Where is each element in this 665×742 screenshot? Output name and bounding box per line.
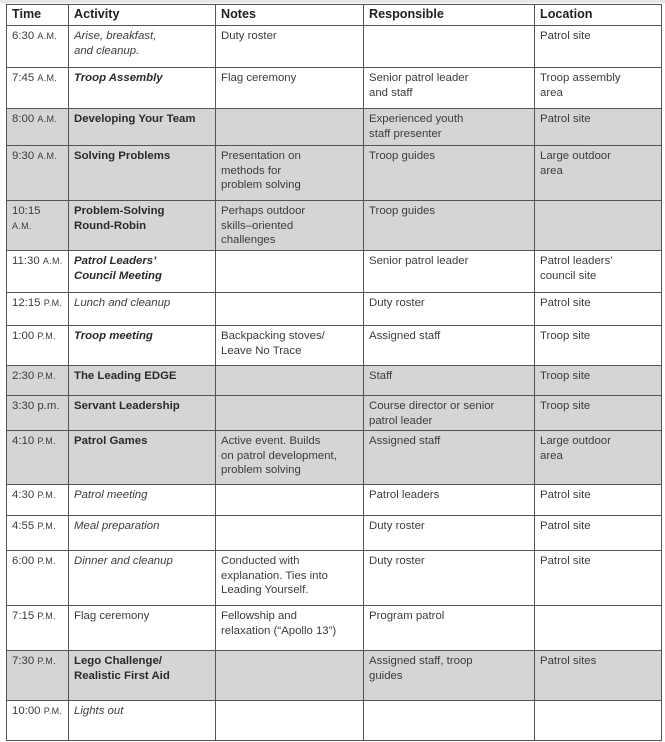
am-pm-label: P.M. bbox=[37, 436, 56, 447]
notes-cell bbox=[216, 651, 364, 701]
table-row bbox=[7, 551, 662, 606]
table-row bbox=[7, 651, 662, 701]
responsible-cell bbox=[364, 26, 535, 68]
time-cell bbox=[7, 516, 69, 551]
responsible-cell bbox=[364, 551, 535, 606]
activity-cell bbox=[69, 551, 216, 606]
responsible-cell bbox=[364, 251, 535, 293]
activity-text: Developing Your Team bbox=[74, 113, 196, 125]
am-pm-label: A.M. bbox=[12, 220, 32, 231]
time-cell bbox=[7, 146, 69, 201]
notes-text: Perhaps outdoor skills–oriented challenges bbox=[221, 205, 306, 247]
responsible-text: Senior patrol leader bbox=[369, 255, 469, 267]
location-text: Troop site bbox=[540, 400, 591, 412]
location-cell bbox=[535, 146, 662, 201]
time-cell bbox=[7, 551, 69, 606]
am-pm-label: P.M. bbox=[37, 521, 56, 532]
responsible-cell bbox=[364, 485, 535, 516]
notes-cell bbox=[216, 396, 364, 431]
responsible-text: Senior patrol leader and staff bbox=[369, 72, 469, 99]
responsible-cell bbox=[364, 396, 535, 431]
notes-text: Presentation on methods for problem solving bbox=[221, 150, 301, 192]
responsible-cell bbox=[364, 701, 535, 741]
time-cell bbox=[7, 201, 69, 251]
location-text: Patrol leaders’ council site bbox=[540, 255, 613, 282]
responsible-cell bbox=[364, 366, 535, 396]
responsible-text: Assigned staff bbox=[369, 330, 441, 342]
time-cell bbox=[7, 251, 69, 293]
location-cell bbox=[535, 701, 662, 741]
responsible-cell bbox=[364, 431, 535, 485]
activity-text: Lunch and cleanup bbox=[74, 297, 171, 309]
table-row bbox=[7, 516, 662, 551]
location-text: Troop site bbox=[540, 370, 591, 382]
activity-cell bbox=[69, 293, 216, 326]
time-value: 9:30 bbox=[12, 150, 35, 162]
responsible-text: Duty roster bbox=[369, 555, 425, 568]
table-row bbox=[7, 26, 662, 68]
header-row bbox=[7, 5, 662, 26]
location-cell bbox=[535, 109, 662, 146]
responsible-cell bbox=[364, 293, 535, 326]
notes-cell bbox=[216, 293, 364, 326]
activity-cell bbox=[69, 485, 216, 516]
time-cell bbox=[7, 651, 69, 701]
location-cell bbox=[535, 551, 662, 606]
time-value: 6:30 bbox=[12, 30, 35, 42]
table-row bbox=[7, 68, 662, 109]
responsible-cell bbox=[364, 109, 535, 146]
location-text: Troop site bbox=[540, 330, 591, 342]
time-value: 1:00 bbox=[12, 330, 35, 342]
activity-text: The Leading EDGE bbox=[74, 370, 177, 382]
header-location: Location bbox=[535, 5, 662, 26]
time-value: 10:00 bbox=[12, 705, 41, 718]
table-row bbox=[7, 109, 662, 146]
activity-text: Patrol meeting bbox=[74, 489, 148, 502]
location-text: Large outdoor area bbox=[540, 150, 611, 177]
schedule-body bbox=[7, 26, 662, 741]
notes-cell bbox=[216, 485, 364, 516]
activity-cell bbox=[69, 326, 216, 366]
responsible-cell bbox=[364, 606, 535, 651]
activity-cell bbox=[69, 516, 216, 551]
notes-cell bbox=[216, 366, 364, 396]
schedule-table bbox=[6, 4, 662, 741]
responsible-cell bbox=[364, 146, 535, 201]
table-row bbox=[7, 251, 662, 293]
location-cell bbox=[535, 651, 662, 701]
table-row bbox=[7, 146, 662, 201]
location-text: Patrol site bbox=[540, 489, 591, 502]
notes-cell bbox=[216, 606, 364, 651]
time-value: 7:30 bbox=[12, 655, 35, 668]
activity-text: Solving Problems bbox=[74, 150, 171, 162]
notes-cell bbox=[216, 109, 364, 146]
activity-text: Meal preparation bbox=[74, 520, 160, 533]
activity-cell bbox=[69, 251, 216, 293]
notes-cell bbox=[216, 551, 364, 606]
am-pm-label: P.M. bbox=[43, 298, 63, 308]
time-cell bbox=[7, 326, 69, 366]
notes-text: Flag ceremony bbox=[221, 72, 297, 84]
time-value: 8:00 bbox=[12, 113, 35, 125]
am-pm-label: A.M. bbox=[37, 73, 58, 83]
notes-cell bbox=[216, 26, 364, 68]
location-text: Patrol site bbox=[540, 113, 591, 125]
responsible-text: Troop guides bbox=[369, 205, 436, 217]
activity-cell bbox=[69, 396, 216, 431]
activity-cell bbox=[69, 146, 216, 201]
time-value: 6:00 bbox=[12, 555, 35, 568]
location-cell bbox=[535, 326, 662, 366]
time-cell bbox=[7, 485, 69, 516]
activity-text: Patrol Games bbox=[74, 435, 148, 448]
time-value: 4:55 bbox=[12, 520, 35, 533]
activity-cell bbox=[69, 366, 216, 396]
notes-cell bbox=[216, 251, 364, 293]
location-text: Patrol site bbox=[540, 30, 591, 42]
activity-cell bbox=[69, 109, 216, 146]
am-pm-label: A.M. bbox=[42, 256, 63, 266]
time-value: 7:15 bbox=[12, 610, 35, 623]
am-pm-label: P.M. bbox=[37, 490, 56, 501]
am-pm-label: A.M. bbox=[37, 31, 58, 41]
responsible-text: Duty roster bbox=[369, 297, 425, 309]
am-pm-label: P.M. bbox=[37, 611, 56, 622]
location-cell bbox=[535, 431, 662, 485]
location-text: Patrol site bbox=[540, 555, 591, 568]
am-pm-label: P.M. bbox=[37, 556, 56, 567]
activity-cell bbox=[69, 701, 216, 741]
notes-cell bbox=[216, 68, 364, 109]
location-text: Patrol sites bbox=[540, 655, 597, 668]
activity-text: Flag ceremony bbox=[74, 610, 150, 623]
location-cell bbox=[535, 293, 662, 326]
activity-text: Dinner and cleanup bbox=[74, 555, 173, 568]
activity-text: Lego Challenge/ Realistic First Aid bbox=[74, 655, 170, 682]
notes-cell bbox=[216, 326, 364, 366]
notes-text: Conducted with explanation. Ties into Leading Yourself. bbox=[221, 555, 329, 597]
location-text: Patrol site bbox=[540, 297, 591, 309]
activity-cell bbox=[69, 201, 216, 251]
notes-cell bbox=[216, 701, 364, 741]
activity-text: Patrol Leaders’ Council Meeting bbox=[74, 255, 162, 282]
time-value: 2:30 bbox=[12, 370, 35, 382]
table-row bbox=[7, 701, 662, 741]
am-pm-label: P.M. bbox=[37, 331, 56, 341]
am-pm-label: A.M. bbox=[37, 114, 58, 124]
responsible-text: Assigned staff, troop guides bbox=[369, 655, 473, 682]
notes-cell bbox=[216, 431, 364, 485]
table-row bbox=[7, 326, 662, 366]
activity-text: Lights out bbox=[74, 705, 124, 718]
responsible-text: Experienced youth staff presenter bbox=[369, 113, 464, 140]
time-value: 3:30 p.m. bbox=[12, 400, 60, 412]
table-row bbox=[7, 366, 662, 396]
time-cell bbox=[7, 26, 69, 68]
responsible-text: Assigned staff bbox=[369, 435, 441, 448]
time-cell bbox=[7, 701, 69, 741]
table-row bbox=[7, 431, 662, 485]
page-top-edge bbox=[0, 0, 665, 3]
activity-text: Arise, breakfast, and cleanup. bbox=[74, 30, 157, 57]
time-cell bbox=[7, 606, 69, 651]
time-value: 4:30 bbox=[12, 489, 35, 502]
time-cell bbox=[7, 431, 69, 485]
time-cell bbox=[7, 396, 69, 431]
responsible-text: Duty roster bbox=[369, 520, 425, 533]
time-value: 11:30 bbox=[12, 255, 40, 267]
responsible-cell bbox=[364, 516, 535, 551]
location-cell bbox=[535, 396, 662, 431]
am-pm-label: P.M. bbox=[37, 371, 56, 381]
time-value: 12:15 bbox=[12, 297, 41, 309]
location-cell bbox=[535, 201, 662, 251]
location-cell bbox=[535, 516, 662, 551]
responsible-cell bbox=[364, 68, 535, 109]
location-cell bbox=[535, 68, 662, 109]
responsible-text: Program patrol bbox=[369, 610, 445, 623]
notes-cell bbox=[216, 201, 364, 251]
table-row bbox=[7, 201, 662, 251]
location-cell bbox=[535, 26, 662, 68]
notes-text: Active event. Builds on patrol development, problem solving bbox=[221, 435, 337, 477]
time-cell bbox=[7, 68, 69, 109]
time-cell bbox=[7, 366, 69, 396]
location-cell bbox=[535, 251, 662, 293]
notes-text: Fellowship and relaxation (“Apollo 13”) bbox=[221, 610, 337, 637]
header-activity: Activity bbox=[69, 5, 216, 26]
time-value: 4:10 bbox=[12, 435, 35, 448]
activity-text: Problem-Solving Round-Robin bbox=[74, 205, 165, 232]
responsible-text: Patrol leaders bbox=[369, 489, 440, 502]
header-time: Time bbox=[7, 5, 69, 26]
table-row bbox=[7, 485, 662, 516]
notes-text: Backpacking stoves/ Leave No Trace bbox=[221, 330, 325, 357]
time-value: 10:15 bbox=[12, 205, 41, 217]
notes-text: Duty roster bbox=[221, 30, 277, 42]
responsible-text: Course director or senior patrol leader bbox=[369, 400, 495, 427]
am-pm-label: P.M. bbox=[37, 656, 56, 667]
time-cell bbox=[7, 293, 69, 326]
header-responsible: Responsible bbox=[364, 5, 535, 26]
table-row bbox=[7, 293, 662, 326]
responsible-text: Staff bbox=[369, 370, 393, 382]
activity-text: Troop meeting bbox=[74, 330, 153, 342]
am-pm-label: P.M. bbox=[43, 706, 63, 717]
location-cell bbox=[535, 485, 662, 516]
time-value: 7:45 bbox=[12, 72, 35, 84]
activity-cell bbox=[69, 651, 216, 701]
notes-cell bbox=[216, 516, 364, 551]
table-row bbox=[7, 606, 662, 651]
activity-cell bbox=[69, 431, 216, 485]
location-text: Troop assembly area bbox=[540, 72, 621, 99]
activity-text: Servant Leadership bbox=[74, 400, 180, 412]
activity-cell bbox=[69, 606, 216, 651]
activity-text: Troop Assembly bbox=[74, 72, 163, 84]
responsible-cell bbox=[364, 201, 535, 251]
table-row bbox=[7, 396, 662, 431]
location-cell bbox=[535, 366, 662, 396]
activity-cell bbox=[69, 68, 216, 109]
am-pm-label: A.M. bbox=[37, 151, 58, 161]
location-text: Patrol site bbox=[540, 520, 591, 533]
time-cell bbox=[7, 109, 69, 146]
header-notes: Notes bbox=[216, 5, 364, 26]
responsible-cell bbox=[364, 326, 535, 366]
responsible-text: Troop guides bbox=[369, 150, 436, 162]
notes-cell bbox=[216, 146, 364, 201]
responsible-cell bbox=[364, 651, 535, 701]
location-cell bbox=[535, 606, 662, 651]
activity-cell bbox=[69, 26, 216, 68]
location-text: Large outdoor area bbox=[540, 435, 611, 462]
